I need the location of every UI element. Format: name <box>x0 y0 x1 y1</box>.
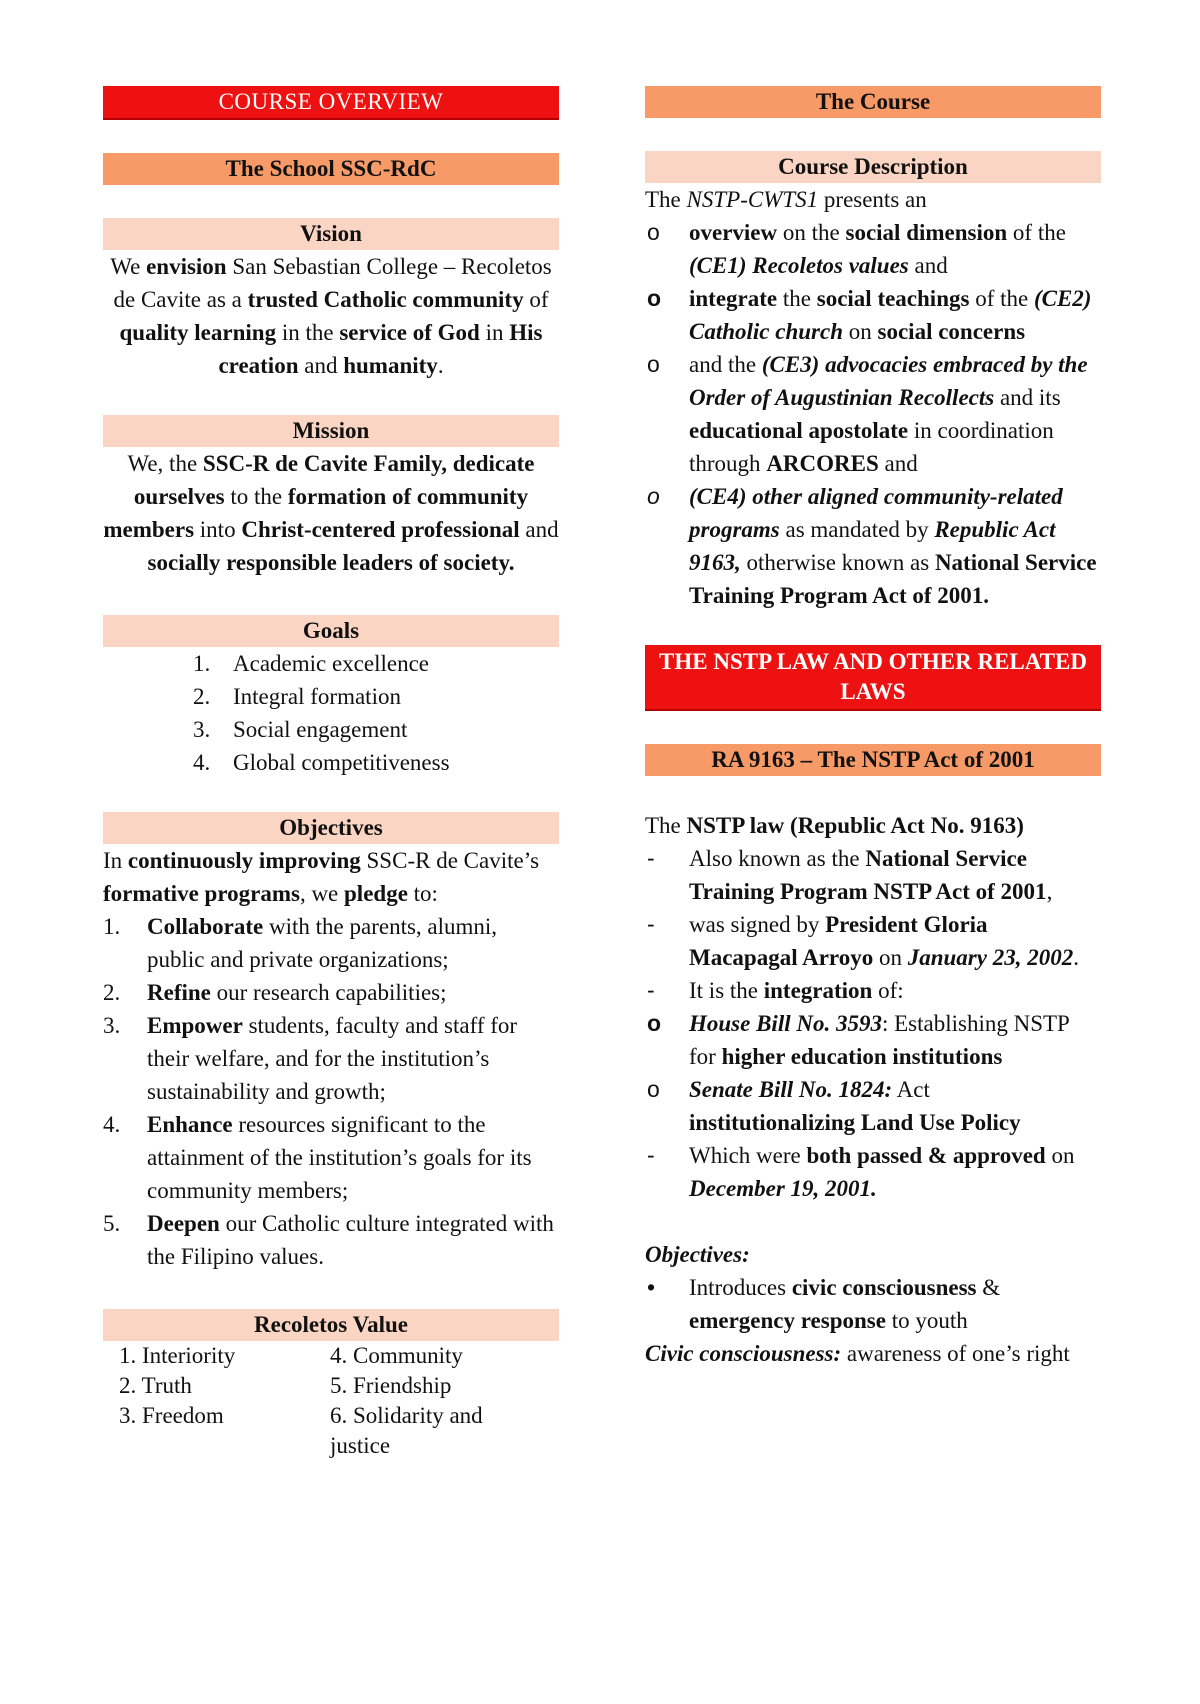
list-item: 4. Community <box>330 1343 463 1368</box>
list-item: - It is the integration of: <box>647 977 904 1003</box>
list-item: - Which were both passed & approved on December 19, 2001. <box>647 1142 1075 1201</box>
list-item: o integrate the social teachings of the (CE2) Catholic church on social concerns <box>647 285 1092 344</box>
list-item: 1. Interiority <box>119 1343 236 1368</box>
objectives-heading: Objectives <box>103 812 559 844</box>
list-item: 2. Integral formation <box>193 684 401 709</box>
values-column-1 <box>103 1341 328 1461</box>
nstp-law-heading: THE NSTP LAW AND OTHER RELATED LAWS <box>645 645 1101 711</box>
list-item: 1. Academic excellence <box>193 651 430 676</box>
goals-list <box>103 647 559 779</box>
objectives-intro: In continuously improving SSC-R de Cavite’s formative programs, we pledge to: <box>103 848 540 906</box>
course-description-list <box>645 216 1101 612</box>
list-item: 3. Empower students, faculty and staff for their welfare, and for the institution’s sustainability and growth; <box>103 1013 518 1104</box>
list-item: - Also known as the National Service Training Program NSTP Act of 2001, <box>647 845 1053 904</box>
list-item: 4. Global competitiveness <box>193 750 450 775</box>
objectives-list <box>103 910 559 1273</box>
list-item: o (CE4) other aligned community-related programs as mandated by Republic Act 9163, otherwise known as National Service Training Program Act of 2001. <box>647 483 1097 608</box>
vision-heading: Vision <box>103 218 559 250</box>
civic-definition: Civic consciousness: awareness of one’s right <box>645 1341 1070 1366</box>
objectives-label: Objectives: <box>645 1242 750 1267</box>
list-item: 3. Freedom <box>119 1403 224 1428</box>
values-column-2 <box>328 1341 543 1461</box>
mission-heading: Mission <box>103 415 559 447</box>
list-item: 2. Refine our research capabilities; <box>103 980 447 1005</box>
school-heading: The School SSC-RdC <box>103 153 559 185</box>
list-item: • Introduces civic consciousness & emergency response to youth <box>647 1274 1001 1333</box>
list-item: 6. Solidarity and justice <box>330 1403 483 1458</box>
ra9163-heading: RA 9163 – The NSTP Act of 2001 <box>645 744 1101 776</box>
list-item: 1. Collaborate with the parents, alumni, public and private organizations; <box>103 914 498 972</box>
list-item: 2. Truth <box>119 1373 192 1398</box>
course-description-intro: The NSTP-CWTS1 presents an <box>645 187 927 212</box>
nstp-law-intro: The NSTP law (Republic Act No. 9163) <box>645 813 1024 838</box>
list-item: o overview on the social dimension of the (CE1) Recoletos values and <box>647 219 1066 278</box>
course-overview-heading: COURSE OVERVIEW <box>103 86 559 120</box>
course-description-heading: Course Description <box>645 151 1101 183</box>
vision-text: We envision San Sebastian College – Recoletos de Cavite as a trusted Catholic community of quality learning in the service of God in His creation and humanity. <box>110 254 552 378</box>
the-course-heading: The Course <box>645 86 1101 118</box>
list-item: 5. Friendship <box>330 1373 452 1398</box>
recoletos-values <box>103 1341 559 1461</box>
left-column <box>103 86 559 1461</box>
list-item: o Senate Bill No. 1824: Act institutionalizing Land Use Policy <box>647 1076 1021 1135</box>
mission-text: We, the SSC-R de Cavite Family, dedicate ourselves to the formation of community members into Christ-centered professional and socially responsible leaders of society. <box>103 451 559 575</box>
recoletos-heading: Recoletos Value <box>103 1309 559 1341</box>
right-column <box>645 86 1101 1370</box>
goals-heading: Goals <box>103 615 559 647</box>
list-item: - was signed by President Gloria Macapagal Arroyo on January 23, 2002. <box>647 911 1079 970</box>
list-item: 4. Enhance resources significant to the attainment of the institution’s goals for its community members; <box>103 1112 532 1203</box>
list-item: o and the (CE3) advocacies embraced by the Order of Augustinian Recollects and its educational apostolate in coordination through ARCORES and <box>647 351 1088 476</box>
nstp-law-list <box>645 842 1101 1205</box>
list-item: o House Bill No. 3593: Establishing NSTP for higher education institutions <box>647 1010 1069 1069</box>
objectives-bullets <box>645 1271 1101 1337</box>
list-item: 3. Social engagement <box>193 717 408 742</box>
list-item: 5. Deepen our Catholic culture integrated with the Filipino values. <box>103 1211 554 1269</box>
